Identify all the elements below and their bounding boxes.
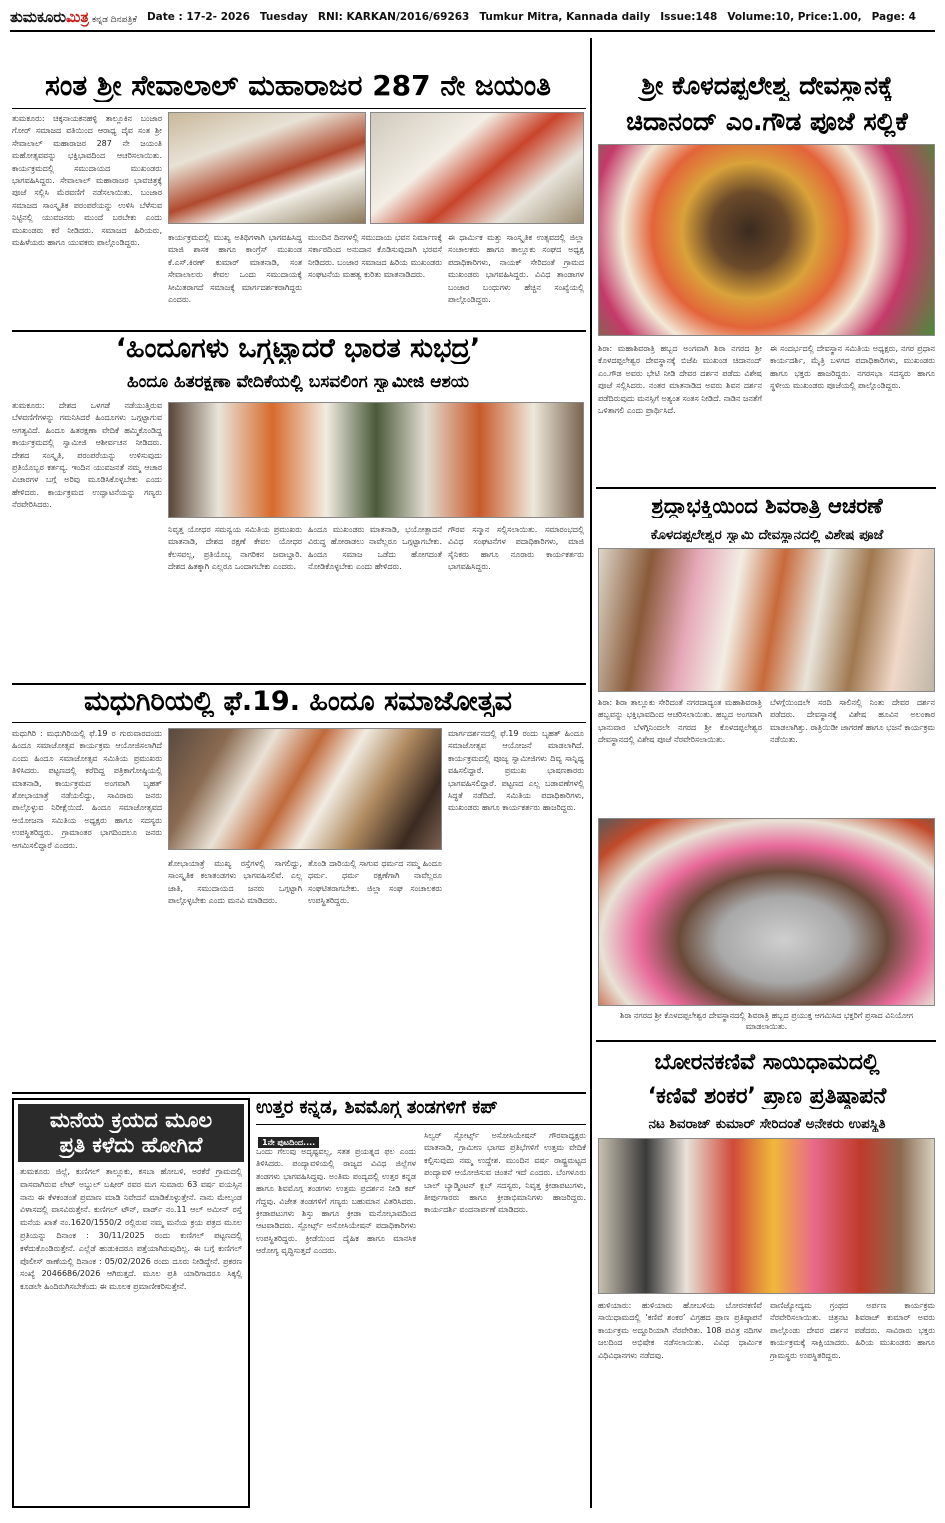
story2-photo-temple-pooja	[598, 144, 935, 336]
story4-body-left: ಶಿರಾ: ಶಿರಾ ತಾಲ್ಲೂಕು ಸೇರಿದಂತೆ ನಗರದಾದ್ಯಂತ ಮಹಾಶಿವರಾತ್ರಿ ಹಬ್ಬವನ್ನು ಭಕ್ತಿಭಾವದಿಂದ ಆಚರಿಸಲಾಯಿತು. ಹಬ್ಬದ ಅಂಗವಾಗಿ ಭಾನುವಾರ ಬೆಳಗ್ಗಿನಿಂದಲೇ ನಗರದ ಶ್ರೀ ಕೊಳದಪ್ಪಲೇಶ್ವರ ದೇವಸ್ಥಾನದಲ್ಲಿ ವಿಶೇಷ ಪೂಜೆ ನೆರವೇರಿಸಲಾಯಿತು.	[598, 698, 762, 745]
story8-headline: ಉತ್ತರ ಕನ್ನಡ, ಶಿವಮೊಗ್ಗ ತಂಡಗಳಿಗೆ ಕಪ್	[256, 1098, 498, 1118]
notice-body: ತುಮಕೂರು ಜಿಲ್ಲೆ, ಕುಣಿಗಲ್ ತಾಲ್ಲೂಕು, ಕಸಬಾ ಹೋಬಳಿ, ಅರಕೆರೆ ಗ್ರಾಮದಲ್ಲಿ ವಾಸವಾಗಿರುವ ಲೇಟ್ ಅಬ್ದುಲ್ ಬಷೀರ್ ರವರ ಮಗ ಸುಮಾರು 63 ವರ್ಷ ವಯಸ್ಸಿನ ನಾನು ಈ ಕೆಳಕಂಡಂತೆ ಪ್ರಮಾಣ ಮಾಡಿ ನಿವೇದನೆ ಮಾಡಿಕೊಳ್ಳುತ್ತೇನೆ. ನಾನು ಮೇಲ್ಕಂಡ ವಿಳಾಸದಲ್ಲಿ ವಾಸವಿರುತ್ತೇನೆ. ಕುಣಿಗಲ್ ಟೌನ್, ವಾರ್ಡ್ ನಂ.11 ಆಲ್ ಅಮೀನ್ ರಸ್ತೆ ಮನೆಯ ಖಾತೆ ನಂ.1620/1550/2 ರಲ್ಲಿರುವ ನಮ್ಮ ಮನೆಯ ಕ್ರಯ ಪತ್ರದ ಮೂಲ ಪ್ರತಿಯನ್ನು ದಿನಾಂಕ : 30/11/2025 ರಂದು ಕುಣಿಗಲ್ ಪಟ್ಟಣದಲ್ಲಿ ಕಳೆದುಕೊಂಡಿರುತ್ತೇನೆ. ಎಲ್ಲೆಡೆ ಹುಡುಕಿದರೂ ಪತ್ತೆಯಾಗಿರುವುದಿಲ್ಲ. ಈ ಬಗ್ಗೆ ಕುಣಿಗಲ್ ಪೊಲೀಸ್ ಠಾಣೆಯಲ್ಲಿ ದಿನಾಂಕ : 05/02/2026 ರಂದು ದೂರು ನೀಡಿದ್ದೇನೆ. ಪ್ರಕರಣ ಸಂಖ್ಯೆ 2046686/2026 ಆಗಿರುತ್ತದೆ. ಮೂಲ ಪ್ರತಿ ಯಾರಿಗಾದರೂ ಸಿಕ್ಕಲ್ಲಿ ಕೂಡಲೇ ಹಿಂದಿರುಗಿಸಬೇಕೆಂದು ಈ ಮೂಲಕ ಪ್ರಮಾಣೀಕರಿಸುತ್ತೇನೆ.	[20, 1167, 242, 1292]
story5-body-left: ಮಧುಗಿರಿ : ಮಧುಗಿರಿಯಲ್ಲಿ ಫೆ.19 ರ ಗುರುವಾರದಂದು ಹಿಂದೂ ಸಮಾಜೋತ್ಸವ ಕಾರ್ಯಕ್ರಮ ಆಯೋಜಿಸಲಾಗಿದೆ ಎಂದು ಹಿಂದೂ ಸಮಾಜೋತ್ಸವ ಸಮಿತಿಯ ಪ್ರಮುಖರು ತಿಳಿಸಿದರು. ಪಟ್ಟಣದಲ್ಲಿ ಕರೆದಿದ್ದ ಪತ್ರಿಕಾಗೋಷ್ಠಿಯಲ್ಲಿ ಮಾತನಾಡಿ, ಕಾರ್ಯಕ್ರಮದ ಅಂಗವಾಗಿ ಬೃಹತ್ ಶೋಭಾಯಾತ್ರೆ ನಡೆಯಲಿದ್ದು, ಸಾವಿರಾರು ಜನರು ಪಾಲ್ಗೊಳ್ಳುವ ನಿರೀಕ್ಷೆಯಿದೆ. ಹಿಂದೂ ಸಮಾಜೋತ್ಸವದ ಆಯೋಜನಾ ಸಮಿತಿಯ ಅಧ್ಯಕ್ಷರು ಹಾಗೂ ಸದಸ್ಯರು ಉಪಸ್ಥಿತರಿದ್ದರು. ಗ್ರಾಮಾಂತರ ಭಾಗದಿಂದಲೂ ಜನರು ಆಗಮಿಸಲಿದ್ದಾರೆ ಎಂದರು.	[12, 729, 162, 850]
story3-body-left: ತುಮಕೂರು: ದೇಶದ ಒಳಗಡೆ ನಡೆಯುತ್ತಿರುವ ಬೆಳವಣಿಗೆಗಳನ್ನು ಗಮನಿಸಿದರೆ ಹಿಂದೂಗಳು ಒಗ್ಗಟ್ಟಾಗುವ ಅಗತ್ಯವಿದೆ. ಹಿಂದೂ ಹಿತರಕ್ಷಣಾ ವೇದಿಕೆ ಹಮ್ಮಿಕೊಂಡಿದ್ದ ಕಾರ್ಯಕ್ರಮದಲ್ಲಿ ಸ್ವಾಮೀಜಿ ಆಶೀರ್ವಚನ ನೀಡಿದರು. ದೇಶದ ಸಂಸ್ಕೃತಿ, ಪರಂಪರೆಯನ್ನು ಉಳಿಸುವುದು ಪ್ರತಿಯೊಬ್ಬರ ಕರ್ತವ್ಯ. ಇಂದಿನ ಯುವಜನತೆ ನಮ್ಮ ಆಚಾರ ವಿಚಾರಗಳ ಬಗ್ಗೆ ಅರಿವು ಮೂಡಿಸಿಕೊಳ್ಳಬೇಕು ಎಂದು ಹೇಳಿದರು. ಕಾರ್ಯಕ್ರಮದ ಉದ್ಘಾಟನೆಯನ್ನು ಗಣ್ಯರು ನೆರವೇರಿಸಿದರು.	[12, 401, 162, 510]
story8-body-col1: ಒಂದು ಗೆಲುವು ಅದೃಷ್ಟವಲ್ಲ, ಸತತ ಪ್ರಯತ್ನದ ಫಲ ಎಂದು ತಿಳಿಸಿದರು. ಪಂದ್ಯಾವಳಿಯಲ್ಲಿ ರಾಜ್ಯದ ವಿವಿಧ ಜಿಲ್ಲೆಗಳ ತಂಡಗಳು ಭಾಗವಹಿಸಿದ್ದವು. ಅಂತಿಮ ಪಂದ್ಯದಲ್ಲಿ ಉತ್ತರ ಕನ್ನಡ ಹಾಗೂ ಶಿವಮೊಗ್ಗ ತಂಡಗಳು ಉತ್ತಮ ಪ್ರದರ್ಶನ ನೀಡಿ ಕಪ್ ಗೆದ್ದವು. ವಿಜೇತ ತಂಡಗಳಿಗೆ ಗಣ್ಯರು ಬಹುಮಾನ ವಿತರಿಸಿದರು. ಕ್ರೀಡಾಪಟುಗಳು ಶಿಸ್ತು ಹಾಗೂ ಕ್ರೀಡಾ ಮನೋಭಾವದಿಂದ ಆಟವಾಡಿದರು. ಸ್ಪೋರ್ಟ್ಸ್ ಅಸೋಸಿಯೇಷನ್ ಪದಾಧಿಕಾರಿಗಳು ಉಪಸ್ಥಿತರಿದ್ದರು. ಕ್ರೀಡೆಯಿಂದ ದೈಹಿಕ ಹಾಗೂ ಮಾನಸಿಕ ಆರೋಗ್ಯ ವೃದ್ಧಿಸುತ್ತದೆ ಎಂದರು.	[256, 1147, 416, 1256]
story5-body-col3: ಮಾರ್ಗದರ್ಶನದಲ್ಲಿ ಫೆ.19 ರಂದು ಬೃಹತ್ ಹಿಂದೂ ಸಮಾಜೋತ್ಸವ ಆಯೋಜನೆ ಮಾಡಲಾಗಿದೆ. ಕಾರ್ಯಕ್ರಮದಲ್ಲಿ ಪೂಜ್ಯ ಸ್ವಾಮೀಜಿಗಳು ದಿವ್ಯ ಸಾನ್ನಿಧ್ಯ ವಹಿಸಲಿದ್ದಾರೆ. ಪ್ರಮುಖ ಭಾಷಣಕಾರರು ಭಾಗವಹಿಸಲಿದ್ದಾರೆ. ಪಟ್ಟಣದ ಎಲ್ಲ ಬಡಾವಣೆಗಳಲ್ಲಿ ಸಿದ್ಧತೆ ನಡೆದಿದೆ. ಸಮಿತಿಯ ಪದಾಧಿಕಾರಿಗಳು, ಮುಖಂಡರು ಹಾಗೂ ಕಾರ್ಯಕರ್ತರು ಹಾಜರಿದ್ದರು.	[448, 729, 584, 813]
newspaper-logo: ತುಮಕೂರುಮಿತ್ರ ಕನ್ನಡ ದಿನಪತ್ರಿಕೆ	[10, 8, 137, 26]
continued-from-tag: 1ನೇ ಪುಟದಿಂದ....	[258, 1130, 319, 1149]
story1-body-left: ತುಮಕೂರು: ಚಿಕ್ಕನಾಯಕನಹಳ್ಳಿ ತಾಲ್ಲೂಕಿನ ಬಂಜಾರ ಗೋರ್ ಸಮಾಜದ ವತಿಯಿಂದ ಆರಾಧ್ಯ ದೈವ ಸಂತ ಶ್ರೀ ಸೇವಾಲಾಲ್ ಮಹಾರಾಜರ 287 ನೇ ಜಯಂತಿ ಮಹೋತ್ಸವವನ್ನು ಭಕ್ತಿಭಾವದಿಂದ ಆಚರಿಸಲಾಯಿತು. ಕಾರ್ಯಕ್ರಮದಲ್ಲಿ ಸಮುದಾಯದ ಮುಖಂಡರು ಭಾಗವಹಿಸಿದ್ದರು. ಸೇವಾಲಾಲ್ ಮಹಾರಾಜರ ಭಾವಚಿತ್ರಕ್ಕೆ ಪೂಜೆ ಸಲ್ಲಿಸಿ ಮೆರವಣಿಗೆ ನಡೆಸಲಾಯಿತು. ಬಂಜಾರ ಸಮಾಜದ ಸಾಂಸ್ಕೃತಿಕ ಪರಂಪರೆಯನ್ನು ಉಳಿಸಿ ಬೆಳೆಸುವ ನಿಟ್ಟಿನಲ್ಲಿ ಯುವಜನರು ಮುಂದೆ ಬರಬೇಕು ಎಂದು ಮುಖಂಡರು ಕರೆ ನೀಡಿದರು. ಸಮಾಜದ ಹಿರಿಯರು, ಮಹಿಳೆಯರು ಹಾಗೂ ಯುವಕರು ಪಾಲ್ಗೊಂಡಿದ್ದರು.	[12, 114, 162, 247]
story4-subhead: ಕೊಳದಪ್ಪಲೇಶ್ವರ ಸ್ವಾಮಿ ದೇವಸ್ಥಾನದಲ್ಲಿ ವಿಶೇಷ ಪೂಜೆ	[650, 527, 884, 543]
story3-headline: ‘ಹಿಂದೂಗಳು ಒಗ್ಗಟ್ಟಾದರೆ ಭಾರತ ಸುಭದ್ರ’	[115, 333, 481, 364]
story5-headline: ಮಧುಗಿರಿಯಲ್ಲಿ ಫೆ.19. ಹಿಂದೂ ಸಮಾಜೋತ್ಸವ	[84, 686, 512, 717]
story3-body-col2: ಹಿಂದೂ ಮುಖಂಡರು ಮಾತನಾಡಿ, ಭಯೋತ್ಪಾದನೆ ವಿರುದ್ಧ ಹೋರಾಡಲು ನಾವೆಲ್ಲರೂ ಒಗ್ಗಟ್ಟಾಗಬೇಕು. ಹಿಂದೂ ಸಮಾಜ ಒಡೆದು ಹೋಗದಂತೆ ನೋಡಿಕೊಳ್ಳಬೇಕು ಎಂದು ಹೇಳಿದರು.	[308, 525, 442, 572]
story4-body-right: ಬೆಳಗ್ಗೆಯಿಂದಲೇ ಸರದಿ ಸಾಲಿನಲ್ಲಿ ನಿಂತು ದೇವರ ದರ್ಶನ ಪಡೆದರು. ದೇವಸ್ಥಾನಕ್ಕೆ ವಿಶೇಷ ಹೂವಿನ ಅಲಂಕಾರ ಮಾಡಲಾಗಿತ್ತು. ರಾತ್ರಿಯಿಡೀ ಜಾಗರಣೆ ಹಾಗೂ ಭಜನೆ ಕಾರ್ಯಕ್ರಮ ನಡೆಯಿತು.	[770, 698, 935, 745]
lost-document-notice	[12, 1098, 250, 1508]
story4-photo-devotees-queue	[598, 548, 935, 692]
notice-banner	[18, 1104, 244, 1162]
rni-number: RNI: KARKAN/2016/69263	[317, 11, 470, 23]
story1-body-col3: ಈ ಧಾರ್ಮಿಕ ಮತ್ತು ಸಾಂಸ್ಕೃತಿಕ ಉತ್ಸವದಲ್ಲಿ ಜಿಲ್ಲಾ ಸಂಚಾಲಕರು ಹಾಗೂ ತಾಲ್ಲೂಕು ಸಂಘದ ಅಧ್ಯಕ್ಷ ಪದಾಧಿಕಾರಿಗಳು, ನಾಯಕ್ ಸೇರಿದಂತೆ ಗ್ರಾಮದ ಮುಖಂಡರು ಭಾಗವಹಿಸಿದ್ದರು. ವಿವಿಧ ತಾಂಡಾಗಳ ಬಂಜಾರ ಬಂಧುಗಳು ಹೆಚ್ಚಿನ ಸಂಖ್ಯೆಯಲ್ಲಿ ಪಾಲ್ಗೊಂಡಿದ್ದರು.	[448, 233, 584, 304]
divider	[12, 1092, 586, 1094]
story1-photo-group	[370, 112, 584, 224]
story1-body-col2: ಮುಂದಿನ ದಿನಗಳಲ್ಲಿ ಸಮುದಾಯ ಭವನ ನಿರ್ಮಾಣಕ್ಕೆ ಸರ್ಕಾರದಿಂದ ಅನುದಾನ ಕೊಡಿಸುವುದಾಗಿ ಭರವಸೆ ನೀಡಿದರು. ಬಂಜಾರ ಸಮಾಜದ ಹಿರಿಯ ಮುಖಂಡರು ಸಂಘಟನೆಯ ಮಹತ್ವ ಕುರಿತು ಮಾತನಾಡಿದರು.	[308, 233, 442, 280]
story2-headline-line2: ಚಿದಾನಂದ್ ಎಂ.ಗೌಡ ಪೂಜೆ ಸಲ್ಲಿಕೆ	[626, 108, 908, 136]
story6-headline-line2: ‘ಕಣಿವೆ ಶಂಕರ’ ಪ್ರಾಣ ಪ್ರತಿಷ್ಠಾಪನೆ	[647, 1084, 887, 1109]
notice-headline: ಮನೆಯ ಕ್ರಯದ ಮೂಲ	[49, 1108, 213, 1132]
story2-body-right: ಈ ಸಂದರ್ಭದಲ್ಲಿ ದೇವಸ್ಥಾನ ಸಮಿತಿಯ ಅಧ್ಯಕ್ಷರು, ನಗರ ಪ್ರಧಾನ ಕಾರ್ಯದರ್ಶಿ, ಮೈತ್ರಿ ಬಳಗದ ಪದಾಧಿಕಾರಿಗಳು, ಮುಖಂಡರು ಹಾಗೂ ಭಕ್ತರು ಹಾಜರಿದ್ದರು. ನಗರಸಭಾ ಸದಸ್ಯರು ಹಾಗೂ ಸ್ಥಳೀಯ ಮುಖಂಡರು ಪೂಜೆಯಲ್ಲಿ ಪಾಲ್ಗೊಂಡಿದ್ದರು.	[770, 344, 935, 391]
story4-photo-prasada	[598, 818, 935, 1006]
divider	[12, 683, 586, 685]
story3-body-col3: ಗೌರವ ಸನ್ಮಾನ ಸಲ್ಲಿಸಲಾಯಿತು. ಸಮಾರಂಭದಲ್ಲಿ ವಿವಿಧ ಸಂಘಟನೆಗಳ ಪದಾಧಿಕಾರಿಗಳು, ಮಾಜಿ ಸೈನಿಕರು ಹಾಗೂ ನೂರಾರು ಕಾರ್ಯಕರ್ತರು ಭಾಗವಹಿಸಿದ್ದರು.	[448, 525, 584, 572]
notice-headline-line2: ಪ್ರತಿ ಕಳೆದು ಹೋಗಿದೆ	[59, 1133, 203, 1157]
issue-day: Tuesday	[259, 11, 308, 23]
story8-body-col2: ಸಿಲ್ವರ್ ಸ್ಪೋರ್ಟ್ಸ್ ಅಸೋಸಿಯೇಷನ್ ಗೌರವಾಧ್ಯಕ್ಷರು ಮಾತನಾಡಿ, ಗ್ರಾಮೀಣ ಭಾಗದ ಪ್ರತಿಭೆಗಳಿಗೆ ಉತ್ತಮ ವೇದಿಕೆ ಕಲ್ಪಿಸುವುದು ನಮ್ಮ ಉದ್ದೇಶ. ಮುಂದಿನ ವರ್ಷ ರಾಷ್ಟ್ರಮಟ್ಟದ ಪಂದ್ಯಾವಳಿ ಆಯೋಜಿಸುವ ಚಿಂತನೆ ಇದೆ ಎಂದರು. ಬೆಂಗಳೂರು ಬಾಲ್ ಬ್ಯಾಡ್ಮಿಂಟನ್ ಕ್ಲಬ್ ಸದಸ್ಯರು, ನಿವೃತ್ತ ಕ್ರೀಡಾಪಟುಗಳು, ತೀರ್ಪುಗಾರರು ಹಾಗೂ ಕ್ರೀಡಾಭಿಮಾನಿಗಳು ಹಾಜರಿದ್ದರು. ಕಾರ್ಯದರ್ಶಿ ವಂದನಾರ್ಪಣೆ ಮಾಡಿದರು.	[424, 1131, 586, 1215]
divider	[596, 487, 936, 489]
story1-headline: ಸಂತ ಶ್ರೀ ಸೇವಾಲಾಲ್ ಮಹಾರಾಜರ 287 ನೇ ಜಯಂತಿ	[45, 70, 551, 102]
divider	[12, 108, 586, 109]
masthead	[10, 4, 935, 32]
story2-headline: ಶ್ರೀ ಕೊಳದಪ್ಪಲೇಶ್ವ ದೇವಸ್ಥಾನಕ್ಕೆ	[641, 72, 893, 100]
column-divider	[590, 38, 592, 1508]
story6-headline: ಬೋರನಕಣಿವೆ ಸಾಯಿಧಾಮದಲ್ಲಿ	[654, 1050, 880, 1075]
story6-subhead: ನಟ ಶಿವರಾಜ್ ಕುಮಾರ್ ಸೇರಿದಂತೆ ಅನೇಕರು ಉಪಸ್ಥಿತಿ	[648, 1116, 886, 1132]
story6-body-left: ಹುಳಿಯಾರು: ಹುಳಿಯಾರು ಹೋಬಳಿಯ ಬೋರನಕಣಿವೆ ಸಾಯಿಧಾಮದಲ್ಲಿ ‘ಕಣಿವೆ ಶಂಕರ’ ವಿಗ್ರಹದ ಪ್ರಾಣ ಪ್ರತಿಷ್ಠಾಪನೆ ಕಾರ್ಯಕ್ರಮ ಅದ್ದೂರಿಯಾಗಿ ನೆರವೇರಿತು. 108 ಪವಿತ್ರ ನದಿಗಳ ಜಲದಿಂದ ಅಭಿಷೇಕ ನಡೆಸಲಾಯಿತು. ವಿವಿಧ ಧಾರ್ಮಿಕ ವಿಧಿವಿಧಾನಗಳು ನಡೆದವು.	[598, 1301, 762, 1360]
story6-body-right: ವಾಣಿಜ್ಯೋದ್ಯಮ ಗ್ರಂಥದ ಅರ್ಪಣ ಕಾರ್ಯಕ್ರಮ ನೆರವೇರಿಸಲಾಯಿತು. ಚಿತ್ರನಟ ಶಿವರಾಜ್ ಕುಮಾರ್ ಅವರು ಪಾಲ್ಗೊಂಡು ದೇವರ ದರ್ಶನ ಪಡೆದರು. ಸಾವಿರಾರು ಭಕ್ತರು ಕಾರ್ಯಕ್ರಮಕ್ಕೆ ಸಾಕ್ಷಿಯಾದರು. ಹಿರಿಯ ಮುಖಂಡರು ಹಾಗೂ ಗ್ರಾಮಸ್ಥರು ಉಪಸ್ಥಿತರಿದ್ದರು.	[770, 1301, 935, 1360]
story3-photo-vedike	[168, 402, 584, 518]
story3-subhead: ಹಿಂದೂ ಹಿತರಕ್ಷಣಾ ವೇದಿಕೆಯಲ್ಲಿ ಬಸವಲಿಂಗ ಸ್ವಾಮೀಜಿ ಆಶಯ	[127, 372, 469, 392]
story6-photo-sai-dhama	[598, 1138, 935, 1294]
paper-name: Tumkur Mitra, Kannada daily	[479, 11, 651, 23]
divider	[256, 1124, 586, 1125]
issue-date: Date : 17-2- 2026	[146, 11, 250, 23]
volume-price: Volume:10, Price:1.00,	[727, 11, 862, 23]
story1-photo-celebration	[168, 112, 366, 224]
page-number: Page: 4	[871, 11, 916, 23]
story5-body-col1: ಶೋಭಾಯಾತ್ರೆ ಮುಖ್ಯ ರಸ್ತೆಗಳಲ್ಲಿ ಸಾಗಲಿದ್ದು, ಸಾಂಸ್ಕೃತಿಕ ಕಲಾತಂಡಗಳು ಭಾಗವಹಿಸಲಿವೆ. ಎಲ್ಲ ಜಾತಿ, ಸಮುದಾಯದ ಜನರು ಒಗ್ಗಟ್ಟಾಗಿ ಪಾಲ್ಗೊಳ್ಳಬೇಕು ಎಂದು ಮನವಿ ಮಾಡಿದರು.	[168, 859, 302, 906]
story4-photo-caption: ಶಿರಾ ನಗರದ ಶ್ರೀ ಕೊಳದಪ್ಪಲೇಶ್ವರ ದೇವಸ್ಥಾನದಲ್ಲಿ ಶಿವರಾತ್ರಿ ಹಬ್ಬದ ಪ್ರಯುಕ್ತ ಆಗಮಿಸಿದ ಭಕ್ತರಿಗೆ ಪ್ರಸಾದ ವಿನಿಯೋಗ ಮಾಡಲಾಯಿತು.	[619, 1011, 914, 1032]
divider	[596, 1040, 936, 1042]
story1-body-col1: ಕಾರ್ಯಕ್ರಮದಲ್ಲಿ ಮುಖ್ಯ ಅತಿಥಿಗಳಾಗಿ ಭಾಗವಹಿಸಿದ್ದ ಮಾಜಿ ಶಾಸಕ ಹಾಗೂ ಕಾಂಗ್ರೆಸ್ ಮುಖಂಡ ಕೆ.ಎಸ್.ಕಿರಣ್ ಕುಮಾರ್ ಮಾತನಾಡಿ, ಸಂತ ಸೇವಾಲಾಲರು ಕೇವಲ ಒಂದು ಸಮುದಾಯಕ್ಕೆ ಸೀಮಿತರಾಗದೆ ಸಮಾಜಕ್ಕೆ ಮಾರ್ಗದರ್ಶಕರಾಗಿದ್ದರು ಎಂದರು.	[168, 233, 302, 304]
story5-photo-meeting	[168, 728, 442, 850]
story2-body-left: ಶಿರಾ: ಮಹಾಶಿವರಾತ್ರಿ ಹಬ್ಬದ ಅಂಗವಾಗಿ ಶಿರಾ ನಗರದ ಶ್ರೀ ಕೊಳದಪ್ಪಲೇಶ್ವರ ದೇವಸ್ಥಾನಕ್ಕೆ ಬಿಜೆಪಿ ಮುಖಂಡ ಚಿದಾನಂದ್ ಎಂ.ಗೌಡ ಅವರು ಭೇಟಿ ನೀಡಿ ದೇವರ ದರ್ಶನ ಪಡೆದು ವಿಶೇಷ ಪೂಜೆ ಸಲ್ಲಿಸಿದರು. ನಂತರ ಮಾತನಾಡಿದ ಅವರು ಶಿವನ ದರ್ಶನ ಪಡೆದಿರುವುದು ಮನಸ್ಸಿಗೆ ಅತ್ಯಂತ ಸಂತಸ ನೀಡಿದೆ. ನಾಡಿನ ಜನತೆಗೆ ಒಳಿತಾಗಲಿ ಎಂದು ಪ್ರಾರ್ಥಿಸಿದೆ.	[598, 344, 762, 415]
story5-body-col2: ತೊಂಡಿ ದಾರಿಯಲ್ಲಿ ಸಾಗುವ ಧರ್ಮದ ನಮ್ಮ ಹಿಂದೂ ಧರ್ಮ. ಧರ್ಮ ರಕ್ಷಣೆಗಾಗಿ ನಾವೆಲ್ಲರೂ ಸಂಘಟಿತರಾಗಬೇಕು. ಜಿಲ್ಲಾ ಸಂಘ ಸಂಚಾಲಕರು ಉಪಸ್ಥಿತರಿದ್ದರು.	[308, 859, 442, 906]
story4-headline: ಶ್ರದ್ಧಾಭಕ್ತಿಯಿಂದ ಶಿವರಾತ್ರಿ ಆಚರಣೆ	[651, 494, 883, 518]
story3-body-col1: ನಿವೃತ್ತ ಯೋಧರ ಸಮನ್ವಯ ಸಮಿತಿಯ ಪ್ರಮುಖರು ಮಾತನಾಡಿ, ದೇಶದ ರಕ್ಷಣೆ ಕೇವಲ ಯೋಧರ ಕೆಲಸವಲ್ಲ, ಪ್ರತಿಯೊಬ್ಬ ನಾಗರಿಕನ ಜವಾಬ್ದಾರಿ. ದೇಶದ ಹಿತಕ್ಕಾಗಿ ಎಲ್ಲರೂ ಒಂದಾಗಬೇಕು ಎಂದರು.	[168, 525, 302, 572]
divider	[12, 330, 586, 332]
issue-number: Issue:148	[660, 11, 718, 23]
divider	[12, 722, 586, 723]
